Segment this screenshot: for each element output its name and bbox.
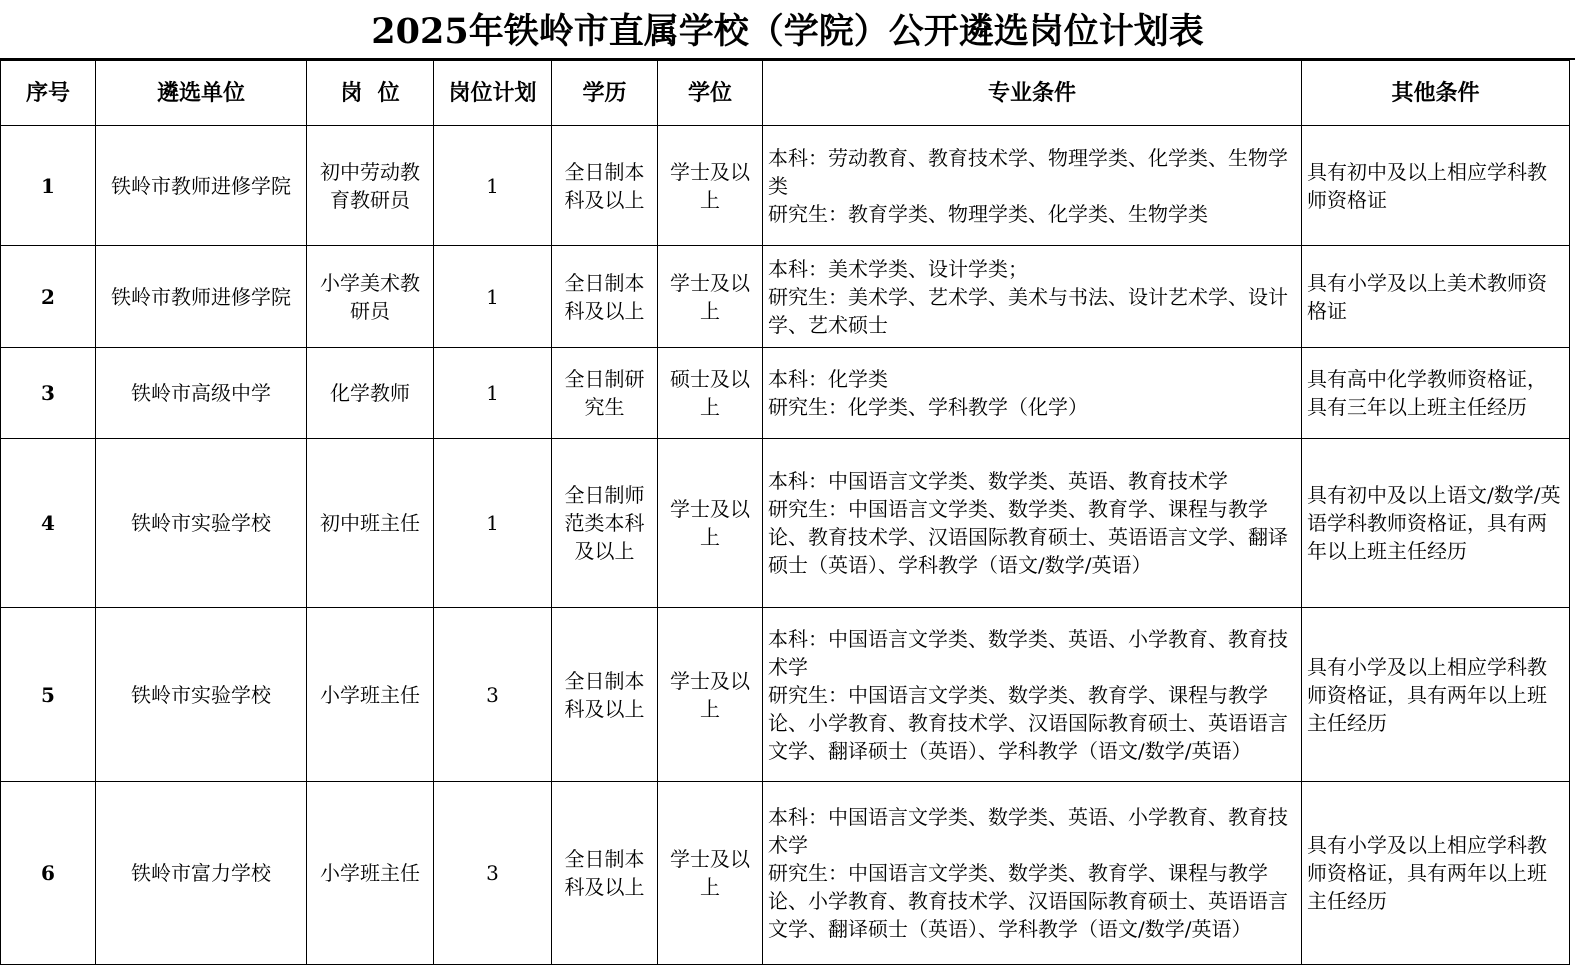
major-postgrad: 研究生：教育学类、物理学类、化学类、生物学类 xyxy=(768,201,1208,226)
cell-major xyxy=(763,608,1302,782)
header-position: 岗 位 xyxy=(307,61,434,126)
cell-plan: 1 xyxy=(434,439,552,608)
cell-position: 小学班主任 xyxy=(307,608,434,782)
cell-unit: 铁岭市教师进修学院 xyxy=(96,126,307,246)
header-degree: 学位 xyxy=(658,61,763,126)
major-undergrad: 本科：中国语言文学类、数学类、英语、小学教育、教育技术学 xyxy=(768,805,1288,857)
cell-position: 初中劳动教育教研员 xyxy=(307,126,434,246)
cell-education: 全日制本科及以上 xyxy=(552,608,658,782)
header-plan: 岗位计划 xyxy=(434,61,552,126)
cell-major xyxy=(763,246,1302,348)
cell-degree: 学士及以上 xyxy=(658,439,763,608)
cell-education: 全日制研究生 xyxy=(552,348,658,439)
cell-other: 具有小学及以上相应学科教师资格证，具有两年以上班主任经历 xyxy=(1302,782,1570,965)
cell-no: 6 xyxy=(1,782,96,965)
page-title: 2025年铁岭市直属学校（学院）公开遴选岗位计划表 xyxy=(0,0,1575,60)
table-row xyxy=(1,246,1570,348)
cell-no: 2 xyxy=(1,246,96,348)
header-row xyxy=(1,61,1570,126)
cell-education: 全日制本科及以上 xyxy=(552,782,658,965)
header-other: 其他条件 xyxy=(1302,61,1570,126)
major-postgrad: 研究生：美术学、艺术学、美术与书法、设计艺术学、设计学、艺术硕士 xyxy=(768,284,1288,337)
header-no: 序号 xyxy=(1,61,96,126)
major-undergrad: 本科：美术学类、设计学类； xyxy=(768,256,1028,281)
cell-major xyxy=(763,348,1302,439)
table-row xyxy=(1,126,1570,246)
cell-other: 具有小学及以上相应学科教师资格证，具有两年以上班主任经历 xyxy=(1302,608,1570,782)
cell-unit: 铁岭市实验学校 xyxy=(96,608,307,782)
major-undergrad: 本科：化学类 xyxy=(768,367,888,391)
cell-other: 具有初中及以上语文/数学/英语学科教师资格证，具有两年以上班主任经历 xyxy=(1302,439,1570,608)
cell-unit: 铁岭市富力学校 xyxy=(96,782,307,965)
cell-position: 初中班主任 xyxy=(307,439,434,608)
cell-no: 3 xyxy=(1,348,96,439)
cell-education: 全日制师范类本科及以上 xyxy=(552,439,658,608)
cell-no: 4 xyxy=(1,439,96,608)
header-major: 专业条件 xyxy=(763,61,1302,126)
major-undergrad: 本科：中国语言文学类、数学类、英语、小学教育、教育技术学 xyxy=(768,626,1288,679)
header-education: 学历 xyxy=(552,61,658,126)
cell-education: 全日制本科及以上 xyxy=(552,246,658,348)
major-postgrad: 研究生：中国语言文学类、数学类、教育学、课程与教学论、教育技术学、汉语国际教育硕士、英语语言文学、翻译硕士（英语）、学科教学（语文/数学/英语） xyxy=(768,497,1288,577)
cell-degree: 学士及以上 xyxy=(658,126,763,246)
cell-position: 小学班主任 xyxy=(307,782,434,965)
table-row xyxy=(1,608,1570,782)
cell-degree: 硕士及以上 xyxy=(658,348,763,439)
major-undergrad: 本科：中国语言文学类、数学类、英语、教育技术学 xyxy=(768,469,1228,493)
cell-degree: 学士及以上 xyxy=(658,782,763,965)
cell-position: 小学美术教研员 xyxy=(307,246,434,348)
cell-position: 化学教师 xyxy=(307,348,434,439)
major-postgrad: 研究生：化学类、学科教学（化学） xyxy=(768,395,1088,419)
cell-no: 5 xyxy=(1,608,96,782)
cell-other: 具有初中及以上相应学科教师资格证 xyxy=(1302,126,1570,246)
table-row xyxy=(1,439,1570,608)
table-row xyxy=(1,782,1570,965)
cell-major xyxy=(763,126,1302,246)
major-postgrad: 研究生：中国语言文学类、数学类、教育学、课程与教学论、小学教育、教育技术学、汉语国际教育硕士、英语语言文学、翻译硕士（英语）、学科教学（语文/数学/英语） xyxy=(768,861,1288,941)
cell-unit: 铁岭市实验学校 xyxy=(96,439,307,608)
cell-plan: 3 xyxy=(434,782,552,965)
table-row xyxy=(1,348,1570,439)
cell-major xyxy=(763,782,1302,965)
cell-unit: 铁岭市高级中学 xyxy=(96,348,307,439)
cell-other: 具有高中化学教师资格证，具有三年以上班主任经历 xyxy=(1302,348,1570,439)
cell-no: 1 xyxy=(1,126,96,246)
cell-education: 全日制本科及以上 xyxy=(552,126,658,246)
cell-plan: 1 xyxy=(434,348,552,439)
cell-other: 具有小学及以上美术教师资格证 xyxy=(1302,246,1570,348)
cell-plan: 1 xyxy=(434,246,552,348)
header-unit: 遴选单位 xyxy=(96,61,307,126)
plan-table xyxy=(0,60,1570,965)
major-postgrad: 研究生：中国语言文学类、数学类、教育学、课程与教学论、小学教育、教育技术学、汉语国际教育硕士、英语语言文学、翻译硕士（英语）、学科教学（语文/数学/英语） xyxy=(768,682,1288,763)
cell-plan: 3 xyxy=(434,608,552,782)
cell-unit: 铁岭市教师进修学院 xyxy=(96,246,307,348)
cell-degree: 学士及以上 xyxy=(658,608,763,782)
major-undergrad: 本科：劳动教育、教育技术学、物理学类、化学类、生物学类 xyxy=(768,145,1288,198)
cell-degree: 学士及以上 xyxy=(658,246,763,348)
cell-plan: 1 xyxy=(434,126,552,246)
cell-major xyxy=(763,439,1302,608)
